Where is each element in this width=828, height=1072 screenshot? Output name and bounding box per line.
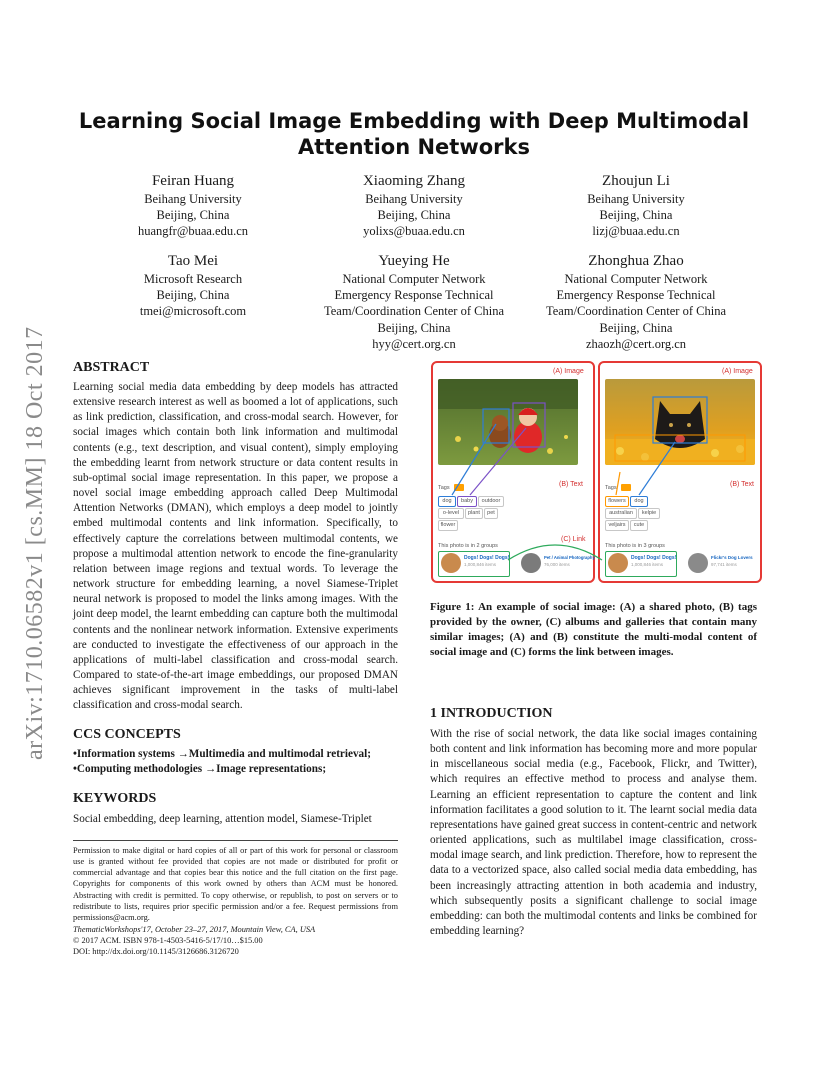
author-email: hyy@cert.org.cn [372, 336, 456, 351]
author-name: Feiran Huang [151, 173, 235, 189]
group-count: 1,000,846 items [464, 562, 497, 567]
author-name: Tao Mei [167, 253, 219, 269]
tag: australian [605, 508, 637, 519]
permission-text: Permission to make digital or hard copies of all or part of this work for personal or classroom use is granted without fee provided that copies are not made or distributed for profit or commercial advantage and that copies bear this notice and the full citation on the first page. Copyrights for components of this work owned by others than ACM must be honored. Abstracting with credit is permitted. To copy otherwise, or republish, to post on servers or to redistribute to lists, requires prior specific permission and/or a fee. Request permissions from permissions@acm.org. [73, 845, 398, 923]
tag: flowers [605, 496, 629, 507]
abstract-text: Learning social media data embedding by deep models has attracted extensive research interest as well as boomed a lot of applications, such as link prediction, classification, and cross-modal search. However, for social images which contain both link information and multimodal contents (e.g., text description, and visual content), simply employing the embedding learnt from network structure or data content results in sub-optimal social image representation. In this paper, we propose a novel social image embedding approach called Deep Multimodal Attention Networks (DMAN), which employs a deep model to jointly embed multimodal contents and link information. Specifically, to effectively capture the correlations between multimodal contents, we propose a multimodal attention network to encode the fine-granularity relation between image regions and textual words. To leverage the network structure for embedding learning, a novel Siamese-Triplet neural network is proposed to model the links among images. With the joint deep model, the learnt embedding can capture both the multimodal contents and the nonlinear network information. Extensive experiments are conducted to investigate the effectiveness of our approach in the applications of multi-label classification and cross-modal search. Compared to state-of-the-art image embeddings, our proposed DMAN achieves significant improvement in the tasks of multi-label classification and cross-modal search. [73, 381, 398, 712]
tag: dog [438, 496, 456, 507]
author-email: yolixs@buaa.edu.cn [363, 224, 465, 239]
connector-dog-left [452, 424, 496, 495]
ccs-heading: CCS CONCEPTS [73, 727, 181, 743]
copyright-line: © 2017 ACM. ISBN 978-1-4503-5416-5/17/10…$15.00 [73, 935, 263, 945]
tag: cute [630, 520, 648, 531]
figure-1 [430, 360, 762, 584]
author-affiliation: Emergency Response Technical [334, 288, 494, 303]
author-affiliation: National Computer Network [342, 272, 486, 286]
connector-baby [470, 428, 526, 495]
author-email: lizj@buaa.edu.cn [592, 224, 680, 239]
group-name: Dogs! Dogs! Dogs! [464, 555, 510, 561]
tag: pet [484, 508, 498, 519]
author-2 [294, 172, 534, 240]
keywords-text: Social embedding, deep learning, attention model, Siamese-Triplet [73, 813, 372, 826]
footnote-rule [73, 840, 398, 841]
author-affiliation: Microsoft Research [143, 272, 243, 286]
tag: veljairs [605, 520, 629, 531]
author-affiliation: Team/Coordination Center of China [546, 304, 726, 319]
group-count: 76,000 items [544, 562, 570, 567]
author-email: tmei@microsoft.com [139, 304, 247, 319]
title-line-2: Attention Networks [298, 135, 530, 159]
arxiv-stamp: arXiv:1710.06582v1 [cs.MM] 18 Oct 2017 [22, 326, 48, 760]
title-line-1: Learning Social Image Embedding with Deep Multimodal [78, 109, 750, 133]
tag: dog [630, 496, 648, 507]
tag: outdoor [478, 496, 504, 507]
author-location: Beijing, China [377, 208, 451, 223]
author-5 [294, 252, 534, 352]
abstract-heading: ABSTRACT [73, 360, 150, 375]
author-location: Beijing, China [599, 320, 673, 335]
venue-line: ThematicWorkshops'17, October 23–27, 2017, Mountain View, CA, USA [73, 924, 316, 934]
groups-count-right: This photo is in 3 groups [605, 543, 665, 549]
author-location: Beijing, China [156, 288, 230, 303]
author-affiliation: Beihang University [365, 192, 463, 206]
figure-connectors [430, 360, 762, 584]
tag: o-level [438, 508, 464, 519]
figure-caption: Figure 1: An example of social image: (A) a shared photo, (B) tags provided by the owner, (C) albums and galleries that contain many similar images; (A) and (B) constitute the multi-modal content of social image and (C) forms the link between images. [430, 601, 757, 658]
doi-line: DOI: http://dx.doi.org/10.1145/3126686.3126720 [73, 947, 239, 957]
author-location: Beijing, China [156, 208, 230, 223]
author-email: zhaozh@cert.org.cn [585, 336, 687, 351]
intro-heading: 1 INTRODUCTION [430, 706, 553, 721]
group-count: 1,000,846 items [631, 562, 664, 567]
author-affiliation: National Computer Network [564, 272, 708, 286]
connector-dog-right [639, 442, 675, 495]
author-name: Zhonghua Zhao [588, 253, 684, 269]
label-text-left: (B) Text [559, 481, 583, 488]
left-column [73, 360, 398, 958]
paper-title [60, 108, 768, 160]
right-column [430, 600, 757, 939]
group-name: Flickr's Dog Lovers [711, 555, 753, 560]
author-location: Beijing, China [599, 208, 673, 223]
author-email: huangfr@buaa.edu.cn [137, 224, 249, 239]
groups-count-left: This photo is in 2 groups [438, 543, 498, 549]
author-name: Zhoujun Li [602, 173, 670, 189]
label-image-left: (A) Image [553, 368, 584, 375]
group-count: 97,741 items [711, 562, 737, 567]
author-affiliation: Beihang University [587, 192, 685, 206]
label-link: (C) Link [561, 536, 586, 543]
tags-header-left: Tags [438, 485, 450, 491]
connector-link [508, 545, 602, 560]
author-affiliation: Team/Coordination Center of China [324, 304, 504, 319]
author-location: Beijing, China [377, 320, 451, 335]
author-name: Xiaoming Zhang [362, 173, 466, 189]
tag: flower [438, 520, 458, 531]
label-text-right: (B) Text [730, 481, 754, 488]
author-name: Yueying He [378, 253, 450, 269]
ccs-line-2: •Computing methodologies →Image representations; [73, 763, 327, 776]
author-1 [73, 172, 313, 240]
tag: baby [457, 496, 477, 507]
tag: kelpie [638, 508, 660, 519]
author-affiliation: Emergency Response Technical [556, 288, 716, 303]
group-name: Pet / Animal Photography [544, 555, 595, 560]
connector-flowers [616, 472, 620, 495]
label-image-right: (A) Image [722, 368, 753, 375]
tag: plant [465, 508, 483, 519]
group-name: Dogs! Dogs! Dogs! [631, 555, 677, 561]
tags-header-right: Tags [605, 485, 617, 491]
keywords-heading: KEYWORDS [73, 791, 157, 807]
ccs-line-1: •Information systems →Multimedia and multimodal retrieval; [73, 748, 371, 761]
intro-text: With the rise of social network, the data like social images containing both content and link information has becoming more and more popular in miscellaneous social media (e.g., Facebook, Flickr, and Twitter), which requires an effective method to process and analyse them. Learning an efficient representation to capture the content and link information facilitates a good solution to it. The learnt social media data representations have gained great success in content-centric and network oriented applications, such as multilabel image classification, cross-modal image search, and link prediction. Therefore, how to represent the data to a vectorized space, also called social media data embedding, has been increasingly attracting attention in both academia and industry, which subsequently posits a significant challenge to social image embedding: can both the multimodal contents and links be combined for embedding learning? [430, 728, 757, 938]
author-4 [73, 252, 313, 320]
author-6 [516, 252, 756, 352]
author-3 [516, 172, 756, 240]
author-affiliation: Beihang University [144, 192, 242, 206]
